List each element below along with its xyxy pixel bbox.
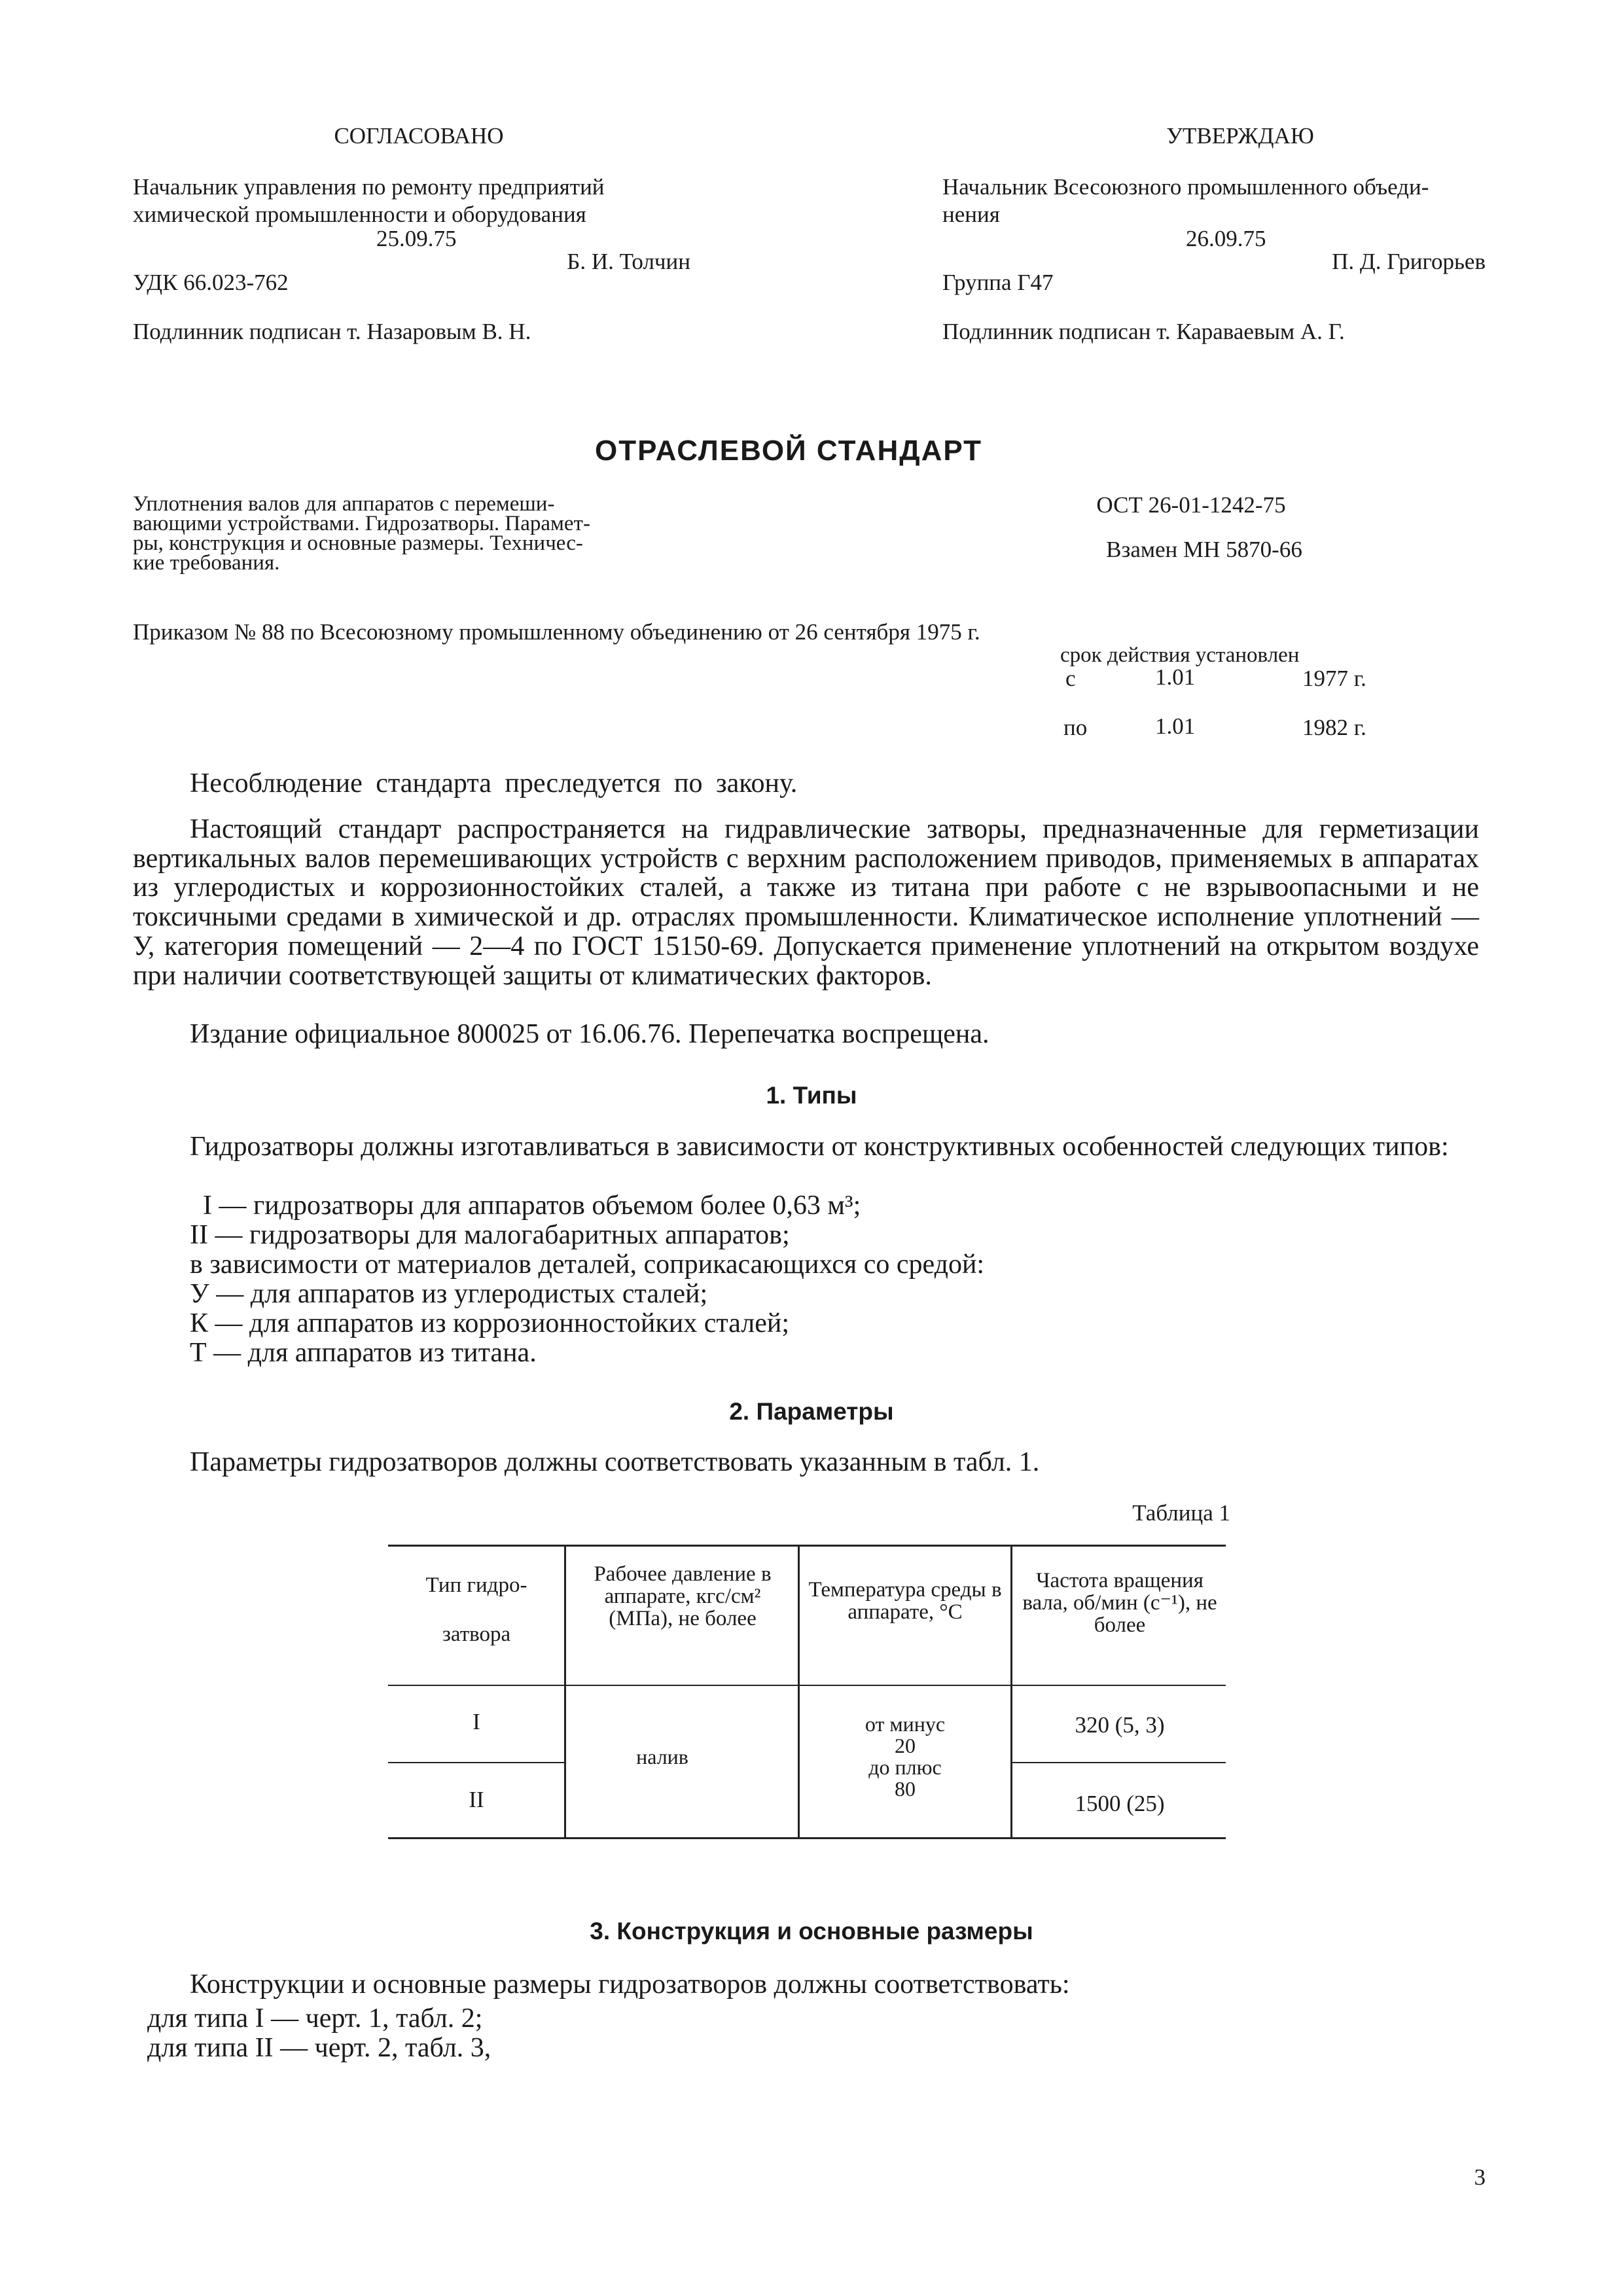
table-header-separator [388,1685,1226,1686]
order-line: Приказом № 88 по Всесоюзному промышленному объединению от 26 сентября 1975 г. [133,619,980,645]
approval-right-title: УТВЕРЖДАЮ [1166,123,1314,149]
section3-list [147,2004,1391,2063]
section2-heading: 2. Параметры [729,1398,894,1425]
row-speed: 320 (5, 3) [1075,1712,1165,1738]
validity-from-date: 1.01 [1155,664,1196,690]
table-column-divider [798,1546,800,1837]
edition-line: Издание официальное 800025 от 16.06.76. Перепечатка воспрещена. [190,1019,990,1049]
scope-paragraph: Настоящий стандарт распространяется на гидравлические затворы, предназначенные для герметизации вертикальных валов перемешивающих устройств с верхним расположением приводов, применяемых в аппаратах из углеродистых и коррозионностойких сталей, а также из титана при работе с не взрывоопасными и не токсичными средами в химической и др. отраслях промышленности. Климатическое исполнение уплотнений — У, категория помещений — 2—4 по ГОСТ 15150-69. Допускается применение уплотнений на открытом воздухе при наличии соответствующей защиты от климатических факторов. [133,814,1479,991]
header-pressure: Рабочее давление в аппарате, кгс/см² (МПа), не более [594,1562,772,1630]
table-border-top [388,1545,1226,1547]
approval-left-signer: Б. И. Толчин [567,249,690,274]
standard-replaces: Взамен МН 5870-66 [1106,537,1302,562]
approval-left-line2: химической промышленности и оборудования [133,202,586,227]
standard-title-line: вающими устройствами. Гидрозатворы. Парамет- [133,512,590,535]
standard-heading: ОТРАСЛЕВОЙ СТАНДАРТ [594,435,983,467]
header-speed: Частота вращения вала, об/мин (с⁻¹), не более [1022,1569,1217,1637]
law-notice: Несоблюдение стандарта преследуется по закону. [190,768,798,798]
section3-heading: 3. Конструкция и основные размеры [590,1918,1033,1945]
validity-label: срок действия установлен [1060,643,1300,667]
validity-from-year: 1977 г. [1302,666,1366,691]
validity-to-date: 1.01 [1155,713,1196,739]
approval-left-title: СОГЛАСОВАНО [334,123,504,149]
approval-left-date: 25.09.75 [376,226,457,251]
approval-left-line1: Начальник управления по ремонту предприятий [133,174,605,200]
pressure-value: налив [636,1745,688,1768]
table-column-divider [1010,1546,1012,1837]
header-type-line1: Тип гидро- [425,1573,527,1597]
temperature-line: 80 [895,1777,916,1801]
approval-right-original: Подлинник подписан т. Караваевым А. Г. [942,319,1345,344]
list-item: К — для аппаратов из коррозионностойких сталей; [190,1308,790,1338]
list-item: для типа II — черт. 2, табл. 3, [147,2033,491,2063]
list-item: У — для аппаратов из углеродистых сталей; [190,1279,708,1309]
standard-title-line: Уплотнения валов для аппаратов с перемеши- [133,492,555,516]
standard-title-line: кие требования. [133,551,280,575]
validity-block [1060,644,1387,666]
list-item: Т — для аппаратов из титана. [190,1338,537,1368]
header-type-line2: затвора [442,1623,511,1646]
approval-right-date: 26.09.75 [1186,226,1266,251]
table-column-divider [564,1546,566,1837]
row-type: II [469,1787,484,1812]
row-speed: 1500 (25) [1075,1791,1165,1816]
row-type: I [473,1709,480,1734]
list-item: в зависимости от материалов деталей, соприкасающихся со средой: [190,1249,985,1280]
approval-right-line1: Начальник Всесоюзного промышленного объеди- [942,174,1429,200]
section1-heading: 1. Типы [766,1082,857,1109]
approval-right-line2: нения [942,202,1000,227]
temperature-line: 20 [895,1734,916,1757]
table-border-bottom [388,1837,1226,1839]
standard-title [133,494,722,573]
page-number: 3 [1474,2164,1486,2190]
standard-code: ОСТ 26-01-1242-75 [1096,492,1286,518]
validity-from-prefix: с [1065,666,1076,691]
temperature-line: до плюс [868,1755,942,1779]
table-label: Таблица 1 [1132,1500,1230,1526]
temperature-line: от минус [865,1712,946,1736]
validity-to-prefix: по [1063,715,1088,740]
validity-to-year: 1982 г. [1302,715,1366,740]
table-row-divider [1012,1762,1226,1763]
temperature-value [802,1713,1008,1800]
approval-left-original: Подлинник подписан т. Назаровым В. Н. [133,319,531,344]
approval-right-signer: П. Д. Григорьев [1332,249,1486,274]
standard-title-line: ры, конструкция и основные размеры. Техничес- [133,531,583,555]
section1-list [190,1191,1433,1368]
section3-intro: Конструкции и основные размеры гидрозатворов должны соответствовать: [190,1969,1070,2000]
table-row-divider [388,1762,564,1763]
list-item: для типа I — черт. 1, табл. 2; [147,2003,483,2034]
group-code: Группа Г47 [942,270,1054,295]
list-item: II — гидрозатворы для малогабаритных аппаратов; [190,1220,790,1250]
list-item: I — гидрозатворы для аппаратов объемом более 0,63 м³; [203,1191,861,1221]
section2-intro: Параметры гидрозатворов должны соответствовать указанным в табл. 1. [190,1447,1040,1477]
udk-code: УДК 66.023-762 [133,270,289,295]
section1-intro: Гидрозатворы должны изготавливаться в зависимости от конструктивных особенностей следующих типов: [190,1132,1449,1162]
header-temperature: Температура среды в аппарате, °С [808,1578,1002,1624]
